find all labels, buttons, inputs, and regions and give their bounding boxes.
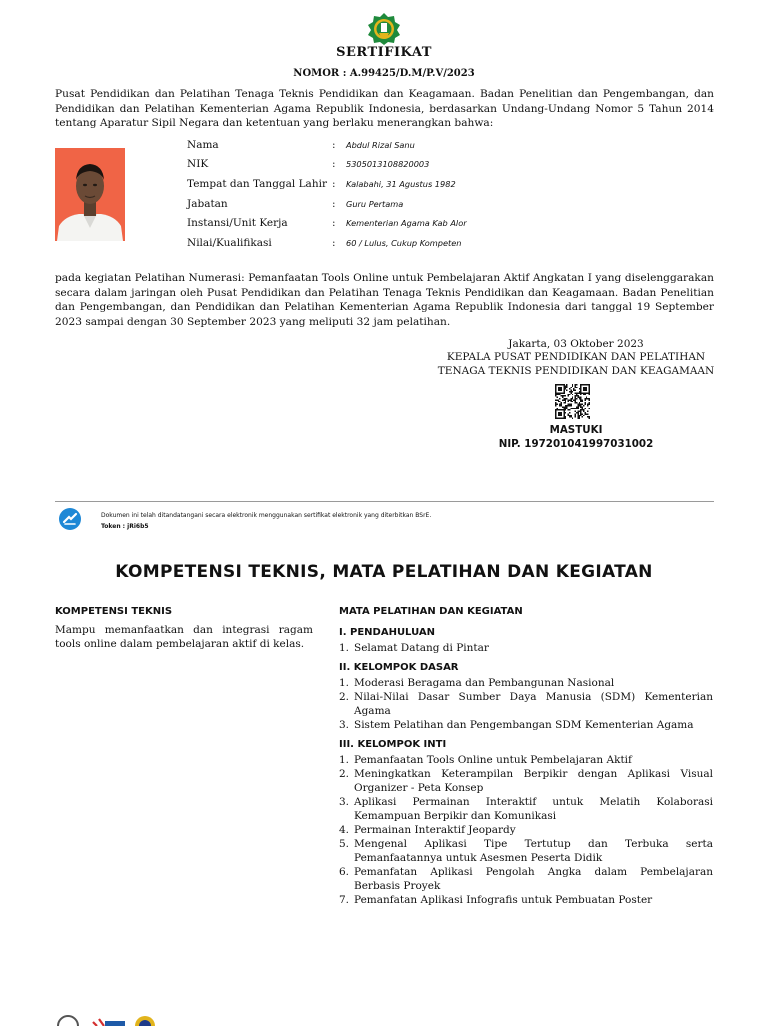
identity-value: 60 / Lulus, Cukup Kompeten	[346, 237, 462, 248]
footer-logos	[55, 1011, 165, 1024]
certificate-title: SERTIFIKAT	[336, 45, 432, 60]
body-paragraph: pada kegiatan Pelatihan Numerasi: Pemanfaatan Tools Online untuk Pembelajaran Aktif Angkatan I yang diselenggarakan secara dalam jaringan oleh Pusat Pendidikan dan Pelatihan Tenaga Teknis Pendidikan dan Keagamaan. Badan Penelitian dan Pengembangan, dan Pendidikan dan Pelatihan Kementerian Agama Republik Indonesia dari tanggal 19 September 2023 sampai dengan 30 September 2023 yang meliputi 32 jam pelatihan.	[55, 272, 714, 328]
section-list	[339, 676, 713, 732]
list-number: 2.	[339, 768, 350, 780]
identity-label: Tempat dan Tanggal Lahir	[187, 177, 327, 190]
list-item	[339, 676, 713, 690]
list-number: 1.	[339, 642, 350, 654]
identity-separator: :	[332, 236, 336, 249]
identity-value: 5305013108820003	[346, 159, 430, 170]
list-number: 1.	[339, 677, 350, 689]
list-text: Pemanfaatan Tools Online untuk Pembelajaran Aktif	[354, 754, 632, 766]
identity-separator: :	[332, 177, 336, 190]
identity-row-grade	[187, 233, 467, 253]
list-number: 2.	[339, 691, 350, 703]
identity-row-nama	[187, 135, 467, 155]
section-title: III. KELOMPOK INTI	[339, 739, 447, 750]
signer-office-line: TENAGA TEKNIS PENDIDIKAN DAN KEAGAMAAN	[437, 364, 715, 377]
qr-code-icon	[555, 384, 590, 419]
identity-table	[187, 135, 467, 253]
subjects-header: MATA PELATIHAN DAN KEGIATAN	[339, 606, 523, 617]
section-title: I. PENDAHULUAN	[339, 627, 435, 638]
identity-separator: :	[332, 217, 336, 230]
competency-header: KOMPETENSI TEKNIS	[55, 606, 173, 617]
participant-photo	[55, 148, 125, 241]
identity-value: Guru Pertama	[346, 198, 404, 209]
list-number: 3.	[339, 719, 350, 731]
competency-description: Mampu memanfaatkan dan integrasi ragam tools online dalam pembelajaran aktif di kelas.	[55, 623, 313, 650]
list-number: 3.	[339, 796, 350, 808]
identity-separator: :	[332, 197, 336, 210]
list-number: 5.	[339, 838, 350, 850]
list-text: Pemanfatan Aplikasi Infografis untuk Pembuatan Poster	[354, 894, 653, 906]
list-item	[339, 823, 713, 837]
list-text: Nilai-Nilai Dasar Sumber Daya Manusia (SDM) Kementerian Agama	[354, 691, 713, 717]
identity-separator: :	[332, 138, 336, 151]
signer-nip: NIP. 197201041997031002	[498, 438, 654, 450]
list-item	[339, 753, 713, 767]
token-text: Token : jRi6b5	[101, 523, 149, 530]
identity-row-institution	[187, 213, 467, 233]
identity-label: Nama	[187, 138, 219, 151]
list-item	[339, 837, 713, 865]
place-date: Jakarta, 03 Oktober 2023	[508, 338, 644, 350]
list-item	[339, 865, 713, 893]
competency-heading: KOMPETENSI TEKNIS, MATA PELATIHAN DAN KEGIATAN	[115, 562, 653, 582]
identity-row-birth	[187, 174, 467, 194]
identity-value: Abdul Rizal Sanu	[346, 139, 415, 150]
identity-row-nik	[187, 155, 467, 175]
divider	[55, 501, 714, 502]
list-number: 4.	[339, 824, 350, 836]
identity-label: NIK	[187, 158, 209, 171]
bsre-logo-icon	[58, 507, 82, 531]
list-text: Selamat Datang di Pintar	[354, 642, 489, 654]
identity-label: Instansi/Unit Kerja	[187, 217, 288, 230]
intro-paragraph: Pusat Pendidikan dan Pelatihan Tenaga Teknis Pendidikan dan Keagamaan. Badan Penelitian dan Pengembangan, dan Pendidikan dan Pelatihan Kementerian Agama Republik Indonesia, berdasarkan Undang-Undang Nomor 5 Tahun 2014 tentang Aparatur Sipil Negara dan ketentuan yang berlaku menerangkan bahwa:	[55, 88, 714, 129]
list-item	[339, 893, 713, 907]
list-text: Moderasi Beragama dan Pembangunan Nasional	[354, 677, 615, 689]
identity-label: Jabatan	[187, 197, 228, 210]
identity-value: Kementerian Agama Kab Alor	[346, 218, 467, 229]
list-item	[339, 795, 713, 823]
list-item	[339, 718, 713, 732]
list-text: Aplikasi Permainan Interaktif untuk Melatih Kolaborasi Kemampuan Berpikir dan Komunikasi	[354, 796, 713, 822]
list-text: Pemanfatan Aplikasi Pengolah Angka dalam Pembelajaran Berbasis Proyek	[354, 866, 713, 892]
list-text: Permainan Interaktif Jeopardy	[354, 824, 516, 836]
identity-label: Nilai/Kualifikasi	[187, 236, 272, 249]
identity-separator: :	[332, 158, 336, 171]
esign-note: Dokumen ini telah ditandatangani secara elektronik menggunakan sertifikat elektronik yang diterbitkan BSrE.	[101, 512, 432, 519]
list-item	[339, 767, 713, 795]
section-list	[339, 641, 713, 655]
certificate-number: NOMOR : A.99425/D.M/P.V/2023	[293, 68, 475, 79]
list-item	[339, 641, 713, 655]
signer-office-line: KEPALA PUSAT PENDIDIKAN DAN PELATIHAN	[446, 351, 706, 363]
list-number: 1.	[339, 754, 350, 766]
competency-column	[55, 605, 313, 652]
list-number: 7.	[339, 894, 350, 906]
list-number: 6.	[339, 866, 350, 878]
kemenag-logo-icon	[367, 12, 401, 46]
section-title: II. KELOMPOK DASAR	[339, 662, 459, 673]
subjects-column	[339, 605, 713, 907]
list-text: Sistem Pelatihan dan Pengembangan SDM Kementerian Agama	[354, 719, 694, 731]
identity-value: Kalabahi, 31 Agustus 1982	[346, 178, 456, 189]
list-item	[339, 690, 713, 718]
identity-row-position	[187, 194, 467, 214]
list-text: Mengenal Aplikasi Tipe Tertutup dan Terbuka serta Pemanfaatannya untuk Asesmen Peserta Didik	[354, 838, 713, 864]
list-text: Meningkatkan Keterampilan Berpikir dengan Aplikasi Visual Organizer - Peta Konsep	[354, 768, 713, 794]
signer-office	[436, 351, 716, 378]
section-list	[339, 753, 713, 907]
signer-name: MASTUKI	[549, 424, 603, 436]
